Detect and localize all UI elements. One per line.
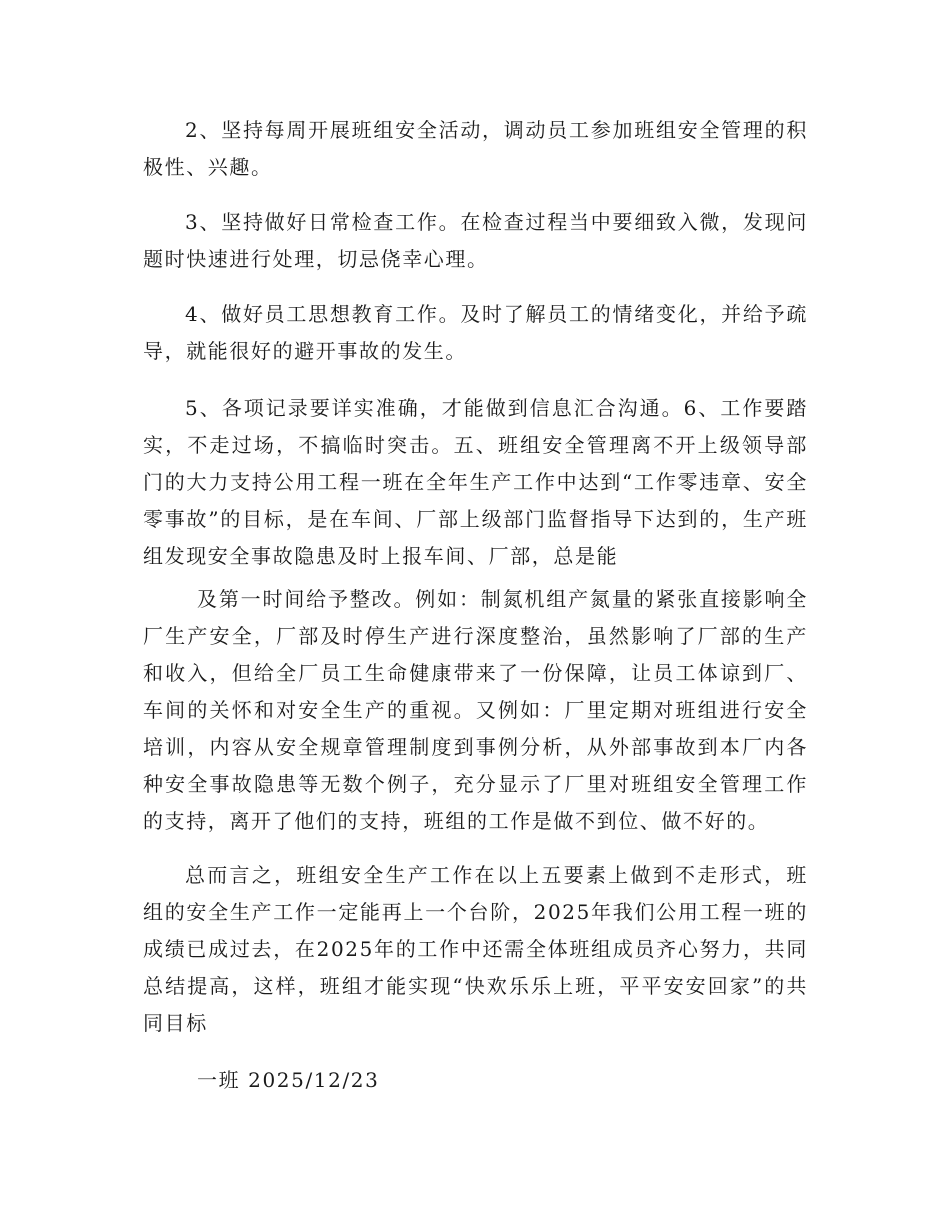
- paragraph-item-5: 5、各项记录要详实准确，才能做到信息汇合沟通。6、工作要踏实，不走过场，不搞临时突击。五、班组安全管理离不开上级领导部门的大力支持公用工程一班在全年生产工作中达到“工作零违章、安全零事故”的目标，是在车间、厂部上级部门监督指导下达到的，生产班组发现安全事故隐患及时上报车间、厂部，总是能: [143, 396, 808, 568]
- signature-line: 一班 2025/12/23: [197, 1068, 380, 1092]
- paragraph-item-3: 3、坚持做好日常检查工作。在检查过程当中要细致入微，发现问题时快速进行处理，切忌侥幸心理。: [143, 210, 808, 271]
- paragraph-conclusion: 总而言之，班组安全生产工作在以上五要素上做到不走形式，班组的安全生产工作一定能再上一个台阶，2025年我们公用工程一班的成绩已成过去，在2025年的工作中还需全体班组成员齐心努力，共同总结提高，这样，班组才能实现“快欢乐乐上班，平平安安回家”的共同目标: [143, 863, 808, 1035]
- paragraph-item-4: 4、做好员工思想教育工作。及时了解员工的情绪变化，并给予疏导，就能很好的避开事故的发生。: [143, 302, 808, 363]
- paragraph-continuation: 及第一时间给予整改。例如：制氮机组产氮量的紧张直接影响全厂生产安全，厂部及时停生产进行深度整治，虽然影响了厂部的生产和收入，但给全厂员工生命健康带来了一份保障，让员工体谅到厂、车间的关怀和对安全生产的重视。又例如：厂里定期对班组进行安全培训，内容从安全规章管理制度到事例分析，从外部事故到本厂内各种安全事故隐患等无数个例子，充分显示了厂里对班组安全管理工作的支持，离开了他们的支持，班组的工作是做不到位、做不好的。: [143, 587, 808, 833]
- paragraph-item-2: 2、坚持每周开展班组安全活动，调动员工参加班组安全管理的积极性、兴趣。: [143, 118, 808, 179]
